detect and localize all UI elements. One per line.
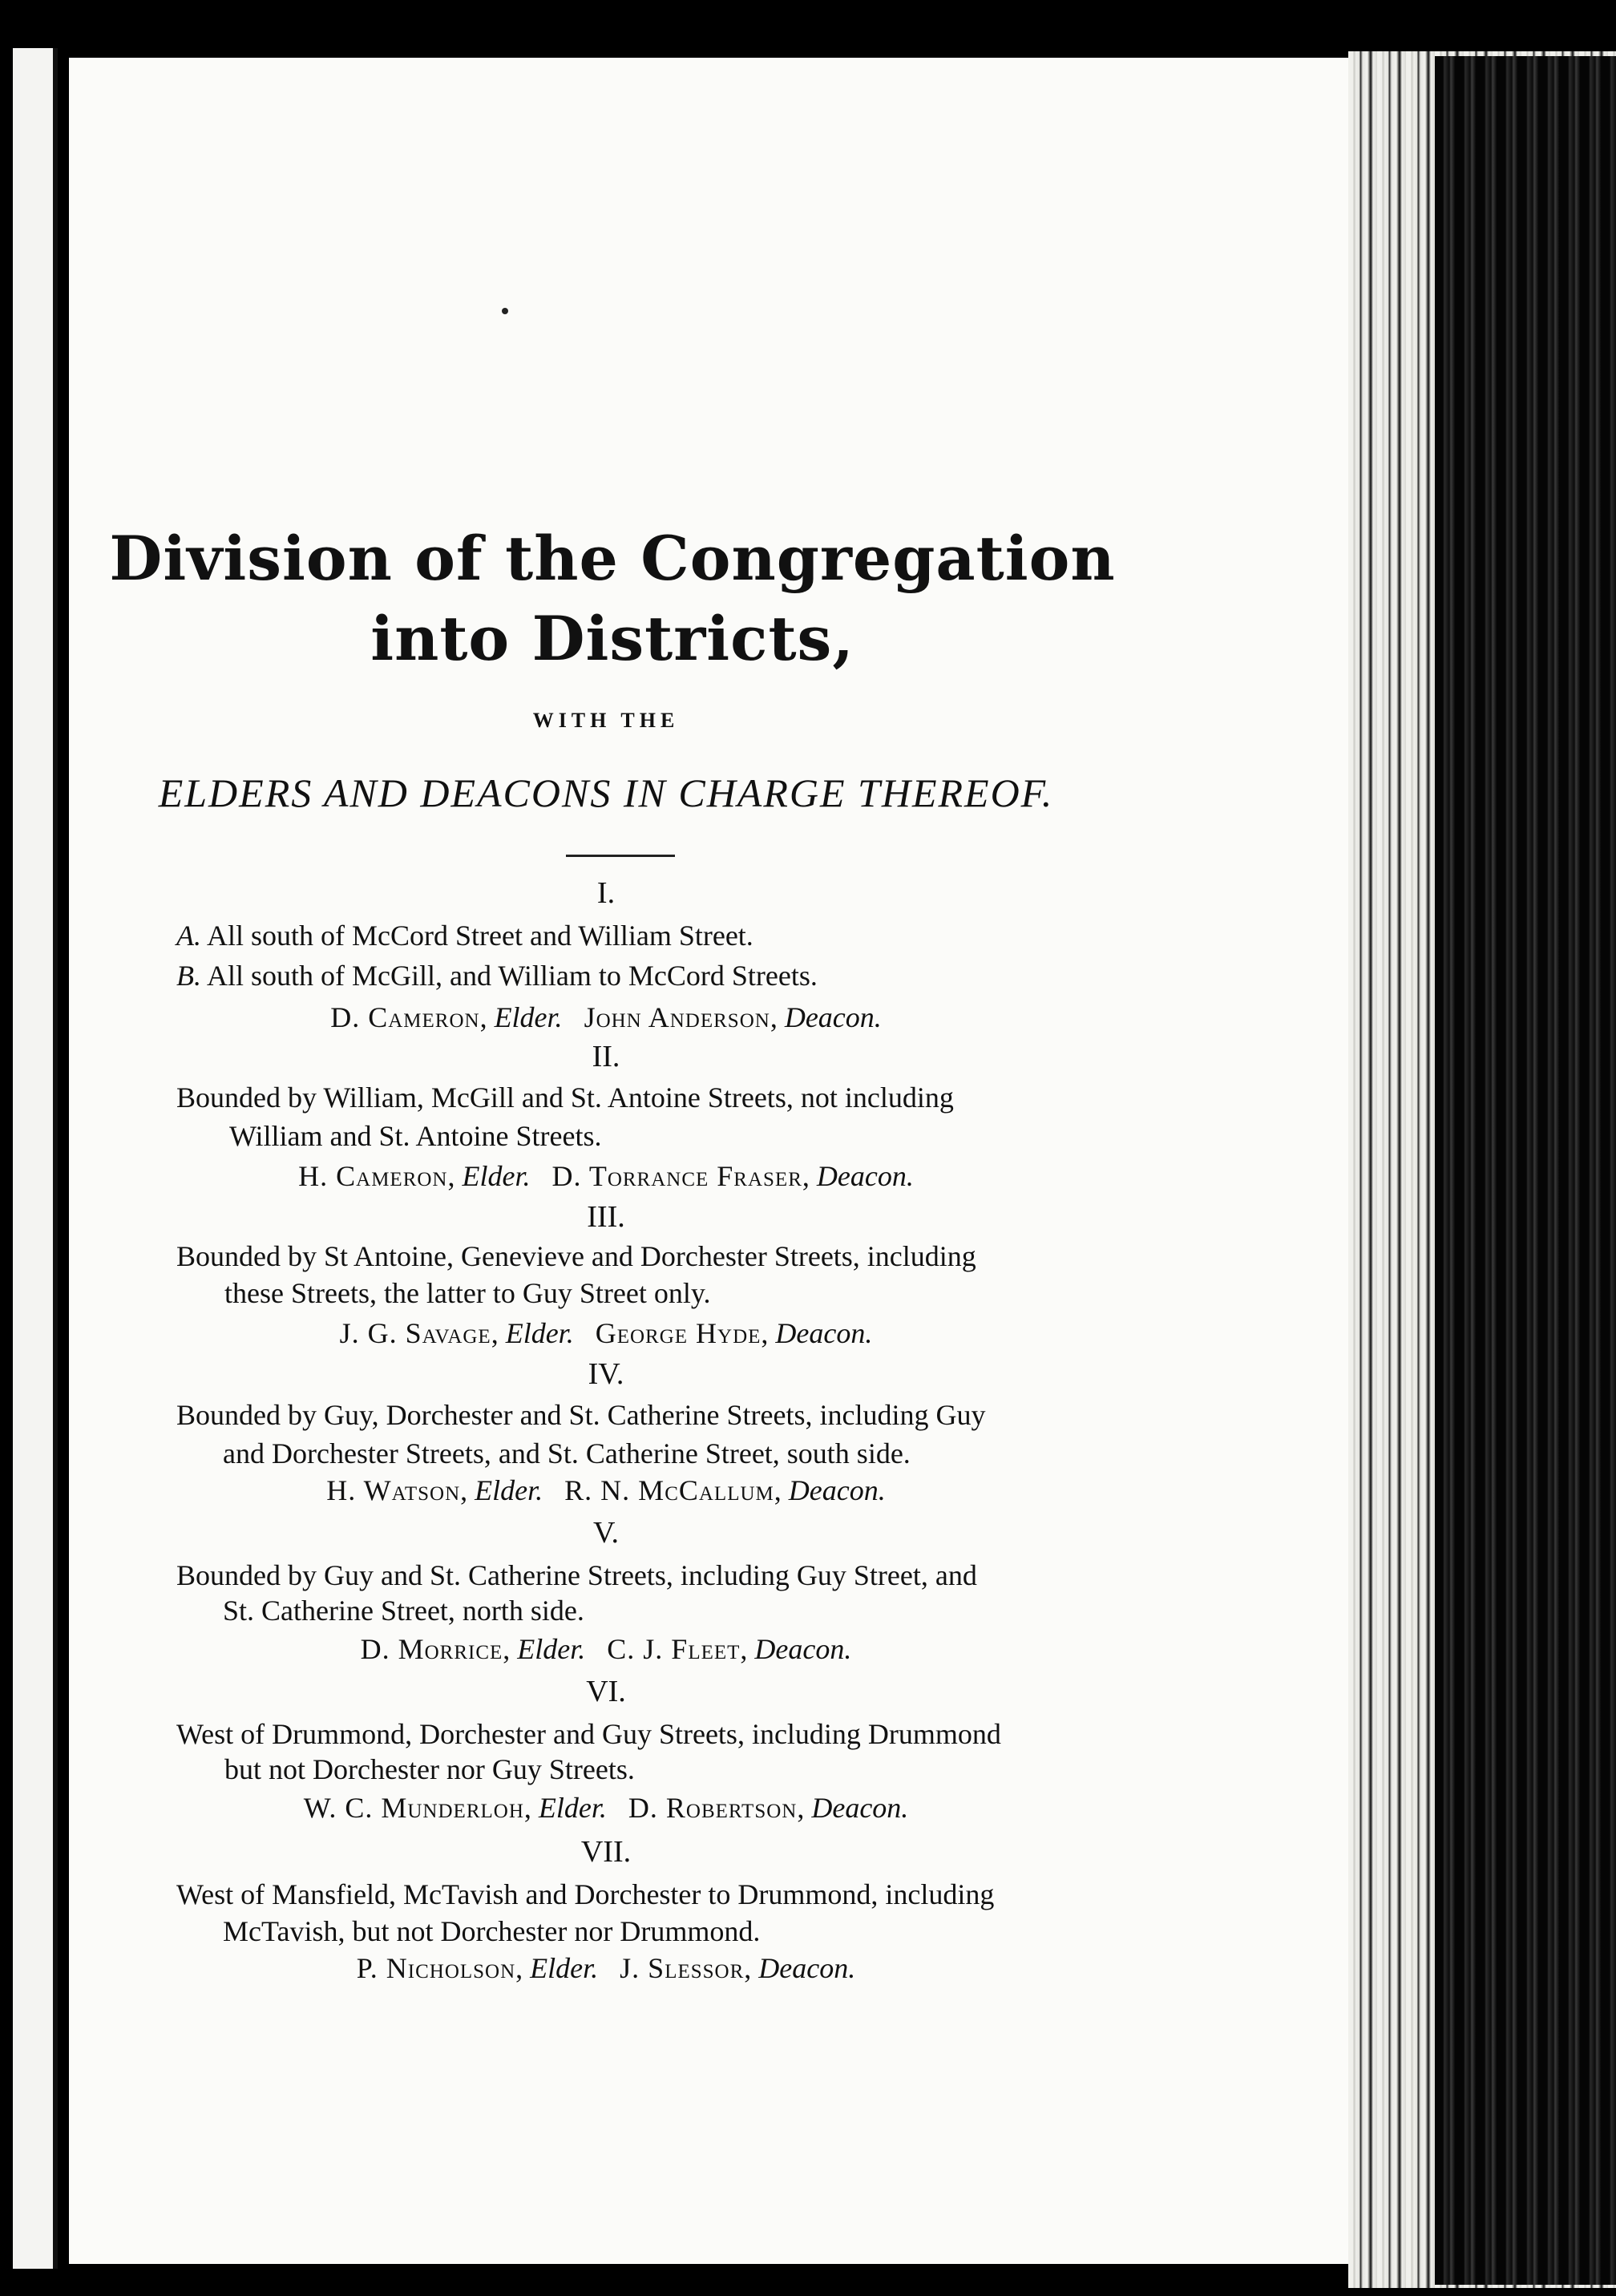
elder-role: Elder. — [538, 1792, 607, 1824]
district-number: II. — [592, 1040, 620, 1073]
district-officers: W. C. Munderloh, Elder. D. Robertson, Deacon. — [303, 1792, 909, 1824]
deacon-name: D. Torrance Fraser — [551, 1160, 802, 1192]
district-line: West of Drummond, Dorchester and Guy Streets, including Drummond — [176, 1718, 1001, 1750]
deacon-role: Deacon. — [784, 1001, 882, 1033]
elder-name: D. Cameron — [330, 1001, 480, 1033]
elder-name: H. Watson — [326, 1474, 461, 1506]
page-title-line1: Division of the Congregation — [109, 523, 1116, 594]
district-line: but not Dorchester nor Guy Streets. — [224, 1753, 635, 1785]
elder-role: Elder. — [517, 1633, 586, 1665]
district-number: V. — [592, 1516, 620, 1550]
elder-name: D. Morrice — [360, 1633, 503, 1665]
district-officers: D. Morrice, Elder. C. J. Fleet, Deacon. — [360, 1633, 852, 1665]
divider-rule — [566, 855, 675, 857]
deacon-name: John Anderson — [584, 1001, 770, 1033]
line-text: All south of McGill, and William to McCord Streets. — [201, 960, 818, 992]
district-number: VII. — [580, 1835, 632, 1869]
line-prefix: A. — [176, 920, 201, 952]
district-officers: H. Watson, Elder. R. N. McCallum, Deacon. — [326, 1474, 886, 1506]
district-line: Bounded by Guy, Dorchester and St. Catherine Streets, including Guy — [176, 1399, 986, 1431]
district-line: St. Catherine Street, north side. — [223, 1595, 584, 1627]
deacon-role: Deacon. — [816, 1160, 914, 1192]
district-officers: H. Cameron, Elder. D. Torrance Fraser, Deacon. — [298, 1160, 914, 1192]
previous-page-edge — [13, 48, 58, 2269]
elder-role: Elder. — [462, 1160, 531, 1192]
deacon-name: J. Slessor — [620, 1952, 745, 1984]
page-content — [69, 0, 1348, 2296]
deacon-role: Deacon. — [811, 1792, 909, 1824]
district-line: these Streets, the latter to Guy Street only. — [224, 1277, 711, 1309]
district-line — [176, 959, 818, 992]
deacon-name: C. J. Fleet — [607, 1633, 741, 1665]
deacon-role: Deacon. — [788, 1474, 886, 1506]
line-prefix: B. — [176, 960, 201, 992]
district-number: VI. — [586, 1675, 626, 1708]
district-number: I. — [596, 876, 616, 910]
district-line: William and St. Antoine Streets. — [229, 1120, 602, 1152]
district-number: IV. — [588, 1357, 624, 1391]
district-line: Bounded by William, McGill and St. Antoine Streets, not including — [176, 1081, 954, 1114]
district-number: III. — [587, 1200, 625, 1234]
district-line: and Dorchester Streets, and St. Catherine Street, south side. — [223, 1437, 911, 1469]
deacon-name: D. Robertson — [628, 1792, 798, 1824]
district-line — [176, 919, 753, 952]
deacon-role: Deacon. — [758, 1952, 856, 1984]
page-subtitle: ELDERS AND DEACONS IN CHARGE THEREOF. — [158, 770, 1054, 815]
elder-role: Elder. — [505, 1317, 574, 1349]
district-line: Bounded by Guy and St. Catherine Streets, including Guy Street, and — [176, 1559, 977, 1591]
deacon-name: R. N. McCallum — [564, 1474, 774, 1506]
with-the-label: WITH THE — [532, 709, 680, 732]
elder-role: Elder. — [494, 1001, 563, 1033]
district-officers: P. Nicholson, Elder. J. Slessor, Deacon. — [356, 1952, 856, 1984]
elder-role: Elder. — [475, 1474, 543, 1506]
district-officers: J. G. Savage, Elder. George Hyde, Deacon. — [339, 1317, 873, 1349]
deacon-role: Deacon. — [775, 1317, 873, 1349]
district-line: McTavish, but not Dorchester nor Drummond. — [223, 1915, 761, 1947]
page-title-line2: into Districts, — [370, 603, 854, 674]
deacon-name: George Hyde — [595, 1317, 762, 1349]
elder-name: P. Nicholson — [356, 1952, 516, 1984]
district-line: West of Mansfield, McTavish and Dorchester to Drummond, including — [176, 1878, 995, 1910]
line-text: All south of McCord Street and William Street. — [201, 920, 753, 952]
elder-name: H. Cameron — [298, 1160, 448, 1192]
district-line: Bounded by St Antoine, Genevieve and Dorchester Streets, including — [176, 1240, 976, 1272]
district-officers: D. Cameron, Elder. John Anderson, Deacon. — [330, 1001, 882, 1033]
deacon-role: Deacon. — [754, 1633, 852, 1665]
elder-name: W. C. Munderloh — [303, 1792, 524, 1824]
elder-role: Elder. — [530, 1952, 599, 1984]
elder-name: J. G. Savage — [339, 1317, 491, 1349]
book-cover-edge — [1435, 56, 1616, 2285]
